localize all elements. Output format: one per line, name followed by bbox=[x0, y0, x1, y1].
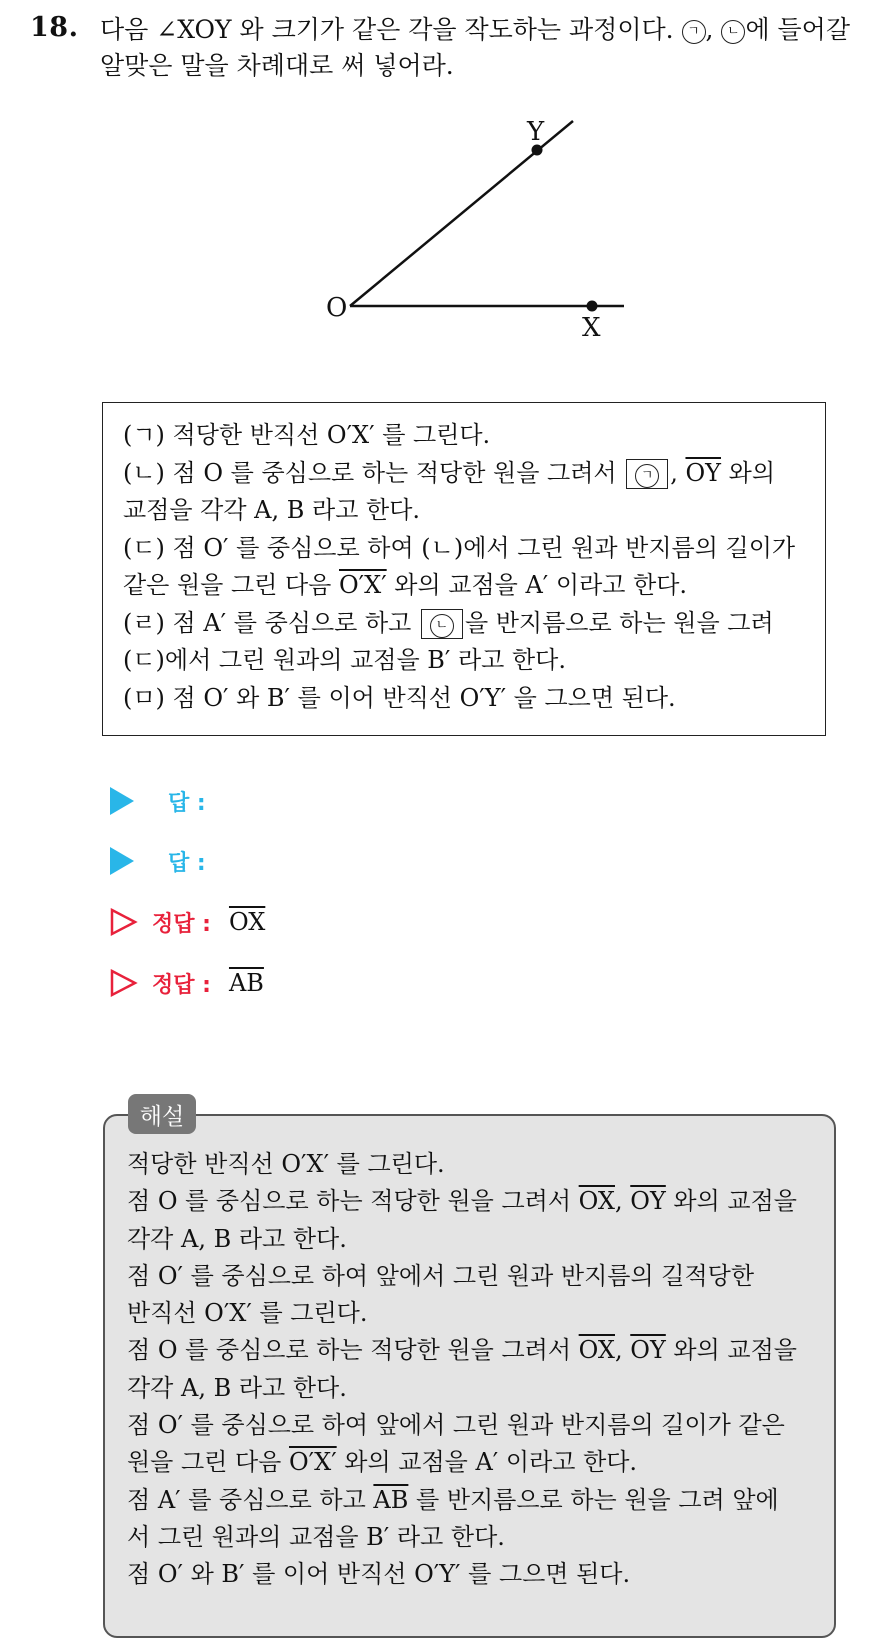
step-2-text-a: (ㄴ) 점 O 를 중심으로 하는 적당한 원을 그려서 bbox=[123, 458, 625, 487]
step-4-cont: (ㄷ)에서 그린 원과의 교점을 B′ 라고 한다. bbox=[123, 646, 566, 674]
segment-ab: $\overline{AB}$ bbox=[373, 1485, 409, 1514]
explanation-text: 와의 교점을 bbox=[665, 1336, 797, 1365]
step-4-text-b: 을 반지름으로 하는 원을 그려 bbox=[464, 608, 774, 637]
step-4 bbox=[123, 605, 807, 643]
explanation-line bbox=[127, 1332, 814, 1369]
angle-xoy-figure bbox=[0, 0, 884, 380]
answer-row-2 bbox=[110, 841, 206, 881]
correct-answer-row-2 bbox=[110, 963, 264, 1003]
correct-label-1: 정답 : bbox=[152, 911, 211, 937]
correct-value-1: $\overline{OX}$ bbox=[228, 908, 266, 936]
explanation-line: 적당한 반직선 O′X′ 를 그린다. bbox=[127, 1150, 445, 1178]
correct-answer-row-1 bbox=[110, 902, 265, 942]
outline-triangle-icon bbox=[110, 907, 138, 937]
question-sep: , bbox=[705, 15, 722, 44]
step-2-cont: 교점을 각각 A, B 라고 한다. bbox=[123, 496, 421, 524]
explanation-text: 점 O 를 중심으로 하는 적당한 원을 그려서 bbox=[127, 1336, 579, 1365]
marker-nieun-icon: ㄴ bbox=[721, 20, 745, 44]
explanation-line: 점 O′ 와 B′ 를 이어 반직선 O′Y′ 를 그으면 된다. bbox=[127, 1560, 631, 1589]
explanation-line bbox=[127, 1444, 814, 1481]
explanation-text: 점 O 를 중심으로 하는 적당한 원을 그려서 bbox=[127, 1187, 579, 1216]
step-4-text-a: (ㄹ) 점 A′ 를 중심으로 하고 bbox=[123, 608, 419, 637]
play-triangle-icon bbox=[110, 787, 134, 815]
explanation-text: 점 A′ 를 중심으로 하고 bbox=[127, 1485, 374, 1514]
segment-o-x-prime: O′X′ bbox=[289, 1448, 337, 1477]
explanation-text: 를 반지름으로 하는 원을 그려 앞에 bbox=[408, 1485, 779, 1514]
outline-triangle-icon bbox=[110, 968, 138, 998]
explanation-line: 반직선 O′X′ 를 그린다. bbox=[127, 1299, 368, 1328]
question-number: 18. bbox=[30, 12, 79, 43]
marker-giyeok-icon: ㄱ bbox=[682, 20, 706, 44]
step-2-text-b: , bbox=[670, 458, 686, 487]
step-3-cont bbox=[123, 567, 807, 605]
explanation-tag: 해설 bbox=[128, 1094, 196, 1134]
step-5: (ㅁ) 점 O′ 와 B′ 를 이어 반직선 O′Y′ 을 그으면 된다. bbox=[123, 683, 676, 712]
explanation-text: 와의 교점을 bbox=[665, 1187, 797, 1216]
step-3-text-a: 같은 원을 그린 다음 bbox=[123, 571, 339, 599]
point-x bbox=[587, 301, 598, 312]
explanation-sep: , bbox=[615, 1336, 631, 1365]
explanation-line bbox=[127, 1482, 814, 1519]
step-2-text-c: 와의 bbox=[721, 458, 775, 487]
blank-2 bbox=[421, 609, 463, 639]
step-2 bbox=[123, 455, 807, 493]
correct-label-2: 정답 : bbox=[152, 972, 211, 998]
answer-label-1: 답 : bbox=[168, 790, 206, 816]
segment-ox: $\overline{OX}$ bbox=[578, 1187, 615, 1216]
correct-value-2: $\overline{AB}$ bbox=[228, 969, 264, 997]
explanation-text: 와의 교점을 A′ 이라고 한다. bbox=[336, 1448, 638, 1477]
segment-ox: $\overline{OX}$ bbox=[578, 1336, 615, 1365]
segment-oy: $\overline{OY}$ bbox=[630, 1187, 666, 1216]
label-y: Y bbox=[527, 117, 545, 147]
segment-o-x-prime: O′X′ bbox=[339, 571, 387, 599]
explanation-box bbox=[103, 1114, 836, 1638]
step-1: (ㄱ) 적당한 반직선 O′X′ 를 그린다. bbox=[123, 421, 491, 449]
explanation-sep: , bbox=[615, 1187, 631, 1216]
explanation-text: 원을 그린 다음 bbox=[127, 1448, 289, 1477]
segment-oy: $\overline{OY}$ bbox=[630, 1336, 666, 1365]
play-triangle-icon bbox=[110, 847, 134, 875]
blank-1 bbox=[626, 459, 668, 489]
label-o: O bbox=[326, 293, 348, 323]
explanation-line: 점 O′ 를 중심으로 하여 앞에서 그린 원과 반지름의 길이가 같은 bbox=[127, 1411, 785, 1440]
blank-2-marker-icon: ㄴ bbox=[430, 614, 454, 638]
answer-label-2: 답 : bbox=[168, 850, 206, 876]
explanation-line: 각각 A, B 라고 한다. bbox=[127, 1373, 347, 1402]
step-3-text-b: 와의 교점을 A′ 이라고 한다. bbox=[386, 571, 688, 599]
question-text-part1: 다음 ∠XOY 와 크기가 같은 각을 작도하는 과정이다. bbox=[100, 15, 682, 44]
explanation-line bbox=[127, 1183, 814, 1220]
explanation-line: 점 O′ 를 중심으로 하여 앞에서 그린 원과 반지름의 길적당한 bbox=[127, 1261, 755, 1290]
explanation-line: 각각 A, B 라고 한다. bbox=[127, 1224, 347, 1253]
answer-row-1 bbox=[110, 781, 206, 821]
blank-1-marker-icon: ㄱ bbox=[635, 464, 659, 488]
explanation-line: 서 그린 원과의 교점을 B′ 라고 한다. bbox=[127, 1522, 505, 1551]
segment-oy: $\overline{OY}$ bbox=[685, 458, 721, 487]
label-x: X bbox=[582, 313, 601, 343]
step-3: (ㄷ) 점 O′ 를 중심으로 하여 (ㄴ)에서 그린 원과 반지름의 길이가 bbox=[123, 533, 796, 562]
construction-steps-box bbox=[102, 402, 826, 736]
question-text-part2: 에 들어갈 알맞은 말을 차례대로 써 넣어라. bbox=[100, 15, 850, 80]
